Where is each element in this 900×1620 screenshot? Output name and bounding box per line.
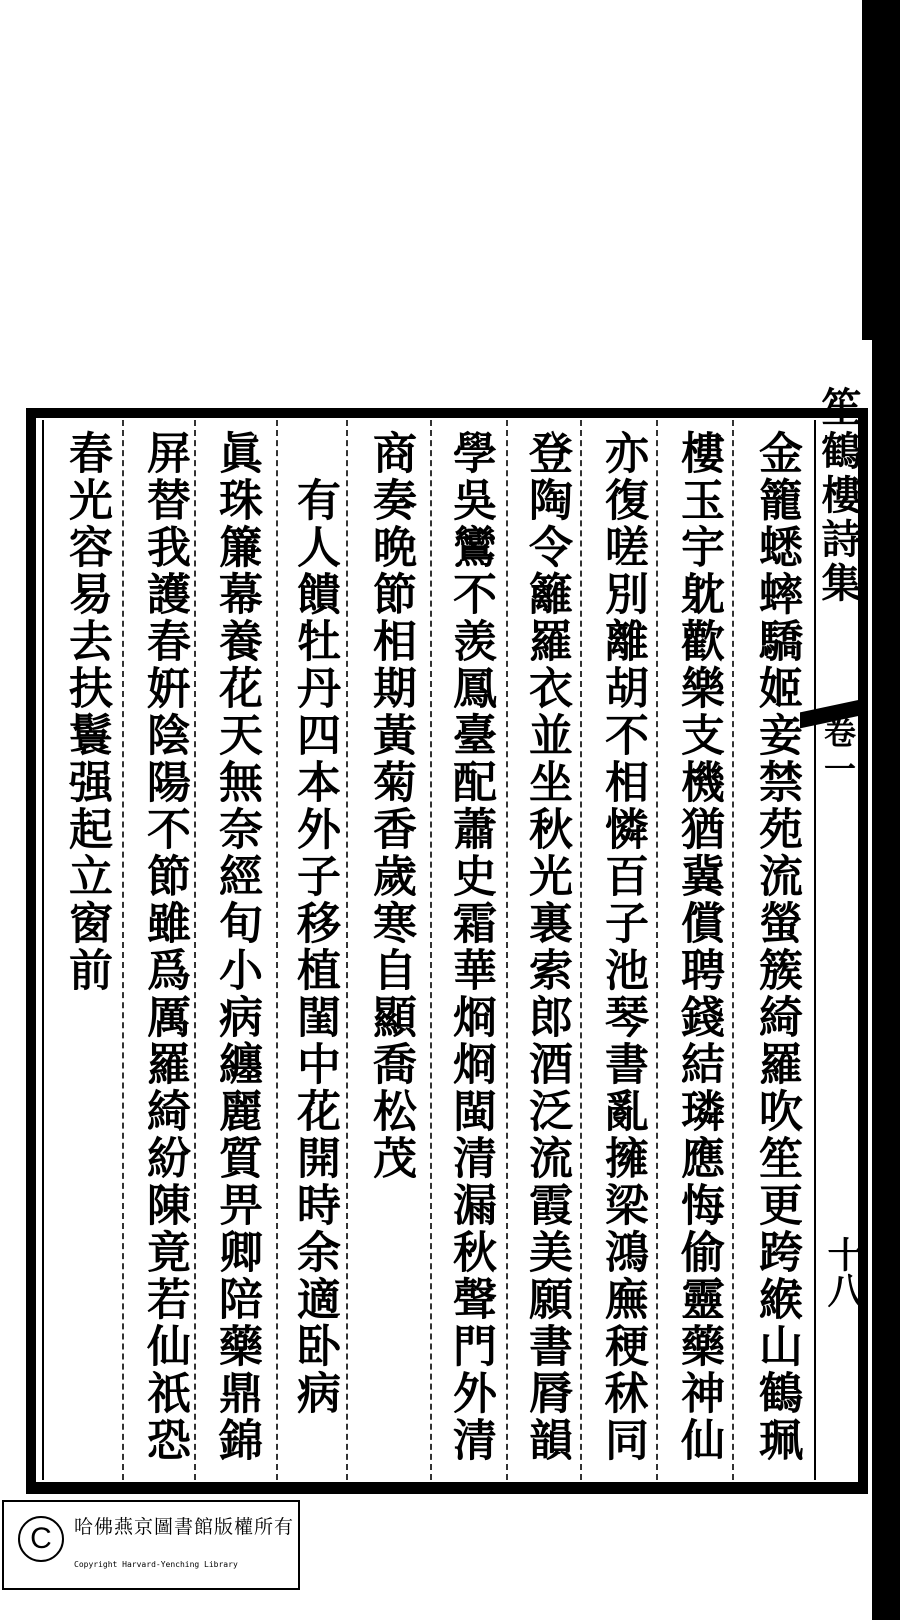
edge-juan-label: 卷一 (819, 716, 857, 788)
column-rule (580, 420, 582, 1480)
text-column-1: 金籠蟋蟀驕姬妾禁苑流螢簇綺羅吹笙更跨緱山鶴珮 (751, 430, 802, 1464)
copyright-english: Copyright Harvard-Yenching Library (74, 1560, 238, 1569)
text-column-5: 學吳鸞不羡鳳臺配蕭史霜華烱烱閩清漏秋聲門外清 (445, 430, 496, 1464)
column-rule (276, 420, 278, 1480)
book-spine-edge (872, 0, 900, 1620)
column-rule (430, 420, 432, 1480)
book-spine-top (862, 0, 874, 340)
text-column-6: 商奏晩節相期黃菊香歲寒自顯喬松茂 (365, 430, 416, 1182)
poem-title-column: 有人饋牡丹四本外子移植閨中花開時余適卧病 (289, 430, 340, 1417)
text-column-10: 春光容易去扶鬟强起立窗前 (61, 430, 112, 994)
column-rule (506, 420, 508, 1480)
text-column-9: 屏替我護春姸陰陽不節雖爲厲羅綺紛陳竟若仙祇恐 (139, 430, 190, 1464)
text-column-4: 登陶令籬羅衣並坐秋光裏索郎酒泛流霞美願書脣韻 (521, 430, 572, 1464)
edge-page-number: 十八 (822, 1236, 864, 1308)
column-rule (732, 420, 734, 1480)
column-rule (656, 420, 658, 1480)
text-column-8: 眞珠簾幕養花天無奈經旬小病纏麗質畀卿陪藥鼎錦 (211, 430, 262, 1464)
text-column-2: 樓玉宇躭歡樂支機猶冀償聘錢結璘應悔偷靈藥神仙 (673, 430, 724, 1464)
copyright-chinese: 哈佛燕京圖書館版權所有 (74, 1516, 295, 1538)
column-rule (194, 420, 196, 1480)
copyright-stamp (2, 1500, 300, 1590)
edge-book-title: 笙鶴樓詩集 (815, 386, 862, 606)
column-rule (122, 420, 124, 1480)
text-column-3: 亦復嗟別離胡不相憐百子池琴書亂擁梁鴻廡稉秫同 (597, 430, 648, 1464)
column-rule (346, 420, 348, 1480)
copyright-icon: C (18, 1516, 64, 1562)
